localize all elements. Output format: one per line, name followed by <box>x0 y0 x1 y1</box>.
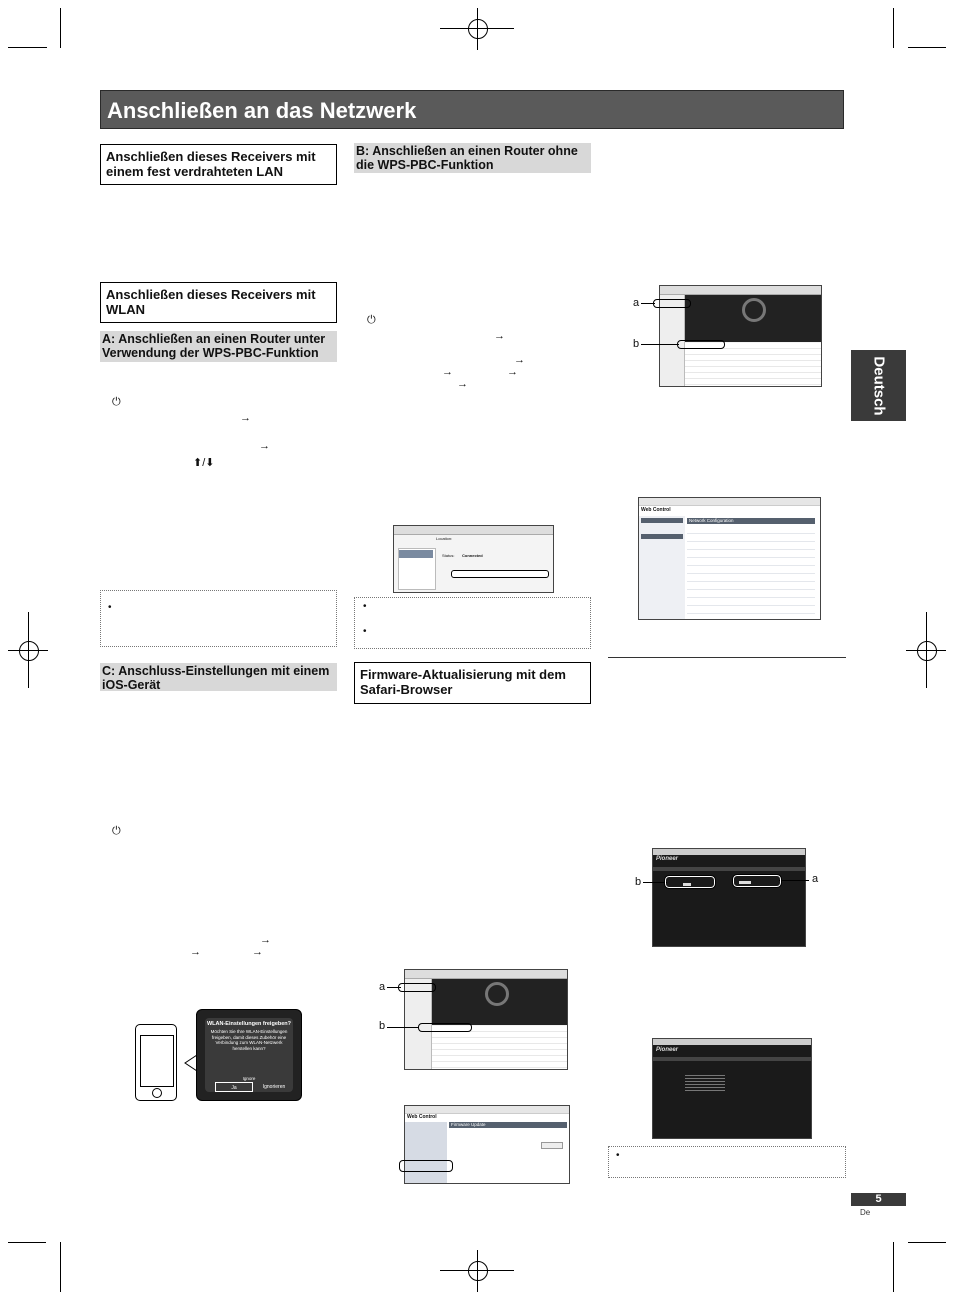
arrow-icon: → <box>457 378 468 390</box>
callout-highlight <box>653 299 691 308</box>
window-toolbar <box>394 526 553 535</box>
note-bullet: • <box>616 1150 620 1161</box>
arrow-icon: → <box>442 366 453 378</box>
firmware-update-header <box>449 1122 567 1128</box>
crop-mark <box>60 1242 61 1292</box>
callout-highlight <box>677 340 725 349</box>
callout-label-b: b <box>635 876 642 888</box>
section-divider <box>608 657 846 658</box>
arrow-icon: → <box>240 412 251 424</box>
ios-dialog-ignore-button[interactable]: Ignore <box>242 1076 256 1081</box>
ios-dialog <box>205 1018 293 1092</box>
arrow-icon: → <box>507 366 518 378</box>
callout-leader <box>387 1027 419 1028</box>
ios-dialog-screen <box>196 1009 302 1101</box>
power-icon: ⏻ <box>367 314 376 326</box>
mac-network-preferences-screenshot <box>393 525 554 593</box>
url-bar <box>639 498 820 506</box>
subsection-heading-c-ios: C: Anschluss-Einstellungen mit einem iOS-Gerät <box>100 663 337 691</box>
sidebar-selected-item <box>399 550 433 558</box>
callout-label-a: a <box>633 297 640 309</box>
firmware-update-web-control-screenshot <box>404 1105 570 1184</box>
arrow-icon: → <box>514 354 525 366</box>
callout-leader <box>643 882 667 883</box>
ios-dialog-cancel-button[interactable]: Ignorieren <box>262 1084 286 1090</box>
receiver-logo-icon <box>485 982 509 1006</box>
registration-circle <box>468 1261 488 1281</box>
device-list <box>685 343 821 386</box>
arrow-icon: → <box>259 440 270 452</box>
crop-mark <box>8 47 46 48</box>
registration-circle <box>917 641 937 661</box>
callout-highlight <box>665 876 715 888</box>
web-control-title: Web Control <box>407 1114 437 1120</box>
next-button[interactable] <box>541 1142 563 1149</box>
language-tab-label: Deutsch <box>870 355 887 416</box>
browser-toolbar <box>660 286 821 295</box>
iphone-illustration <box>135 1024 177 1101</box>
progress-text <box>685 1073 725 1091</box>
web-control-title: Web Control <box>641 507 671 513</box>
crop-mark <box>908 1242 946 1243</box>
note-bullet: • <box>108 602 112 613</box>
subsection-heading-a-wps: A: Anschließen an einen Router unter Verwendung der WPS-PBC-Funktion <box>100 331 337 362</box>
section-heading-wlan: Anschließen dieses Receivers mit WLAN <box>100 282 337 323</box>
sidebar-section-header <box>641 534 683 539</box>
arrow-icon: → <box>252 946 263 958</box>
network-name-field <box>451 570 549 578</box>
subsection-heading-b-no-wps: B: Anschließen an einen Router ohne die WPS-PBC-Funktion <box>354 143 591 173</box>
callout-leader <box>779 880 809 881</box>
language-tab <box>851 350 906 421</box>
note-box <box>354 597 591 649</box>
menu-bar <box>653 867 805 871</box>
note-bullet: • <box>363 626 367 637</box>
callout-highlight <box>418 1023 472 1032</box>
ios-dialog-body: Möchten Sie Ihre WLAN-Einstellungen freigeben, damit dieses Zubehör eine Verbindung zum WLAN-Netzwerk herstellen kann? <box>210 1029 288 1051</box>
crop-mark <box>893 8 894 48</box>
callout-highlight <box>398 983 436 992</box>
ios-dialog-title: WLAN-Einstellungen freigeben? <box>206 1021 292 1027</box>
status-label: Status: <box>442 553 455 558</box>
callout-label-a: a <box>812 873 819 885</box>
crop-mark <box>46 47 47 48</box>
browser-toolbar <box>405 970 567 979</box>
arrow-icon: → <box>494 330 505 342</box>
crop-mark <box>908 47 946 48</box>
callout-highlight <box>733 875 781 887</box>
note-box <box>100 590 337 647</box>
sidebar-section-header <box>641 518 683 523</box>
up-down-arrow-icon: ⬆/⬇ <box>193 457 215 469</box>
power-icon: ⏻ <box>112 396 121 408</box>
arrow-icon: → <box>260 934 271 946</box>
power-icon: ⏻ <box>112 825 121 837</box>
callout-label-b: b <box>633 338 640 350</box>
ios-dialog-allow-button[interactable]: Ja <box>215 1082 253 1092</box>
pioneer-update-progress-screenshot <box>652 1038 812 1139</box>
note-box <box>608 1146 846 1178</box>
receiver-logo-icon <box>742 298 766 322</box>
home-button-icon <box>152 1088 162 1098</box>
section-heading-firmware: Firmware-Aktualisierung mit dem Safari-Browser <box>354 662 591 704</box>
location-label: Location: <box>436 536 453 541</box>
settings-form <box>687 526 815 619</box>
section-heading-wired-lan: Anschließen dieses Receivers mit einem fest verdrahteten LAN <box>100 144 337 185</box>
callout-label-a: a <box>379 981 386 993</box>
crop-mark <box>8 1242 46 1243</box>
crop-mark <box>893 1242 894 1292</box>
note-bullet: • <box>363 601 367 612</box>
registration-circle <box>468 19 488 39</box>
registration-circle <box>19 641 39 661</box>
pioneer-logo: Pioneer <box>656 856 679 862</box>
network-configuration-web-control-screenshot <box>638 497 821 620</box>
pioneer-firmware-screenshot <box>652 848 806 947</box>
url-bar <box>405 1106 569 1114</box>
arrow-icon: → <box>190 946 201 958</box>
page-title: Anschließen an das Netzwerk <box>100 90 844 129</box>
device-list <box>432 1026 567 1069</box>
pioneer-logo: Pioneer <box>656 1047 679 1053</box>
browser-toolbar <box>653 849 805 855</box>
firmware-update-header-label: Firmware Update <box>451 1122 486 1127</box>
page-number: 5 <box>851 1193 906 1206</box>
web-control-sidebar <box>639 516 685 619</box>
status-value: Connected <box>462 553 483 558</box>
network-configuration-header-label: Network Configuration <box>689 518 734 523</box>
callout-leader <box>641 344 679 345</box>
crop-mark <box>60 8 61 48</box>
web-control-sidebar <box>405 1122 447 1183</box>
page-language-code: De <box>860 1208 871 1217</box>
callout-label-b: b <box>379 1020 386 1032</box>
menu-bar <box>653 1057 811 1061</box>
iphone-screen <box>140 1035 174 1087</box>
network-configuration-header <box>687 518 815 524</box>
browser-toolbar <box>653 1039 811 1045</box>
callout-highlight <box>399 1160 453 1172</box>
